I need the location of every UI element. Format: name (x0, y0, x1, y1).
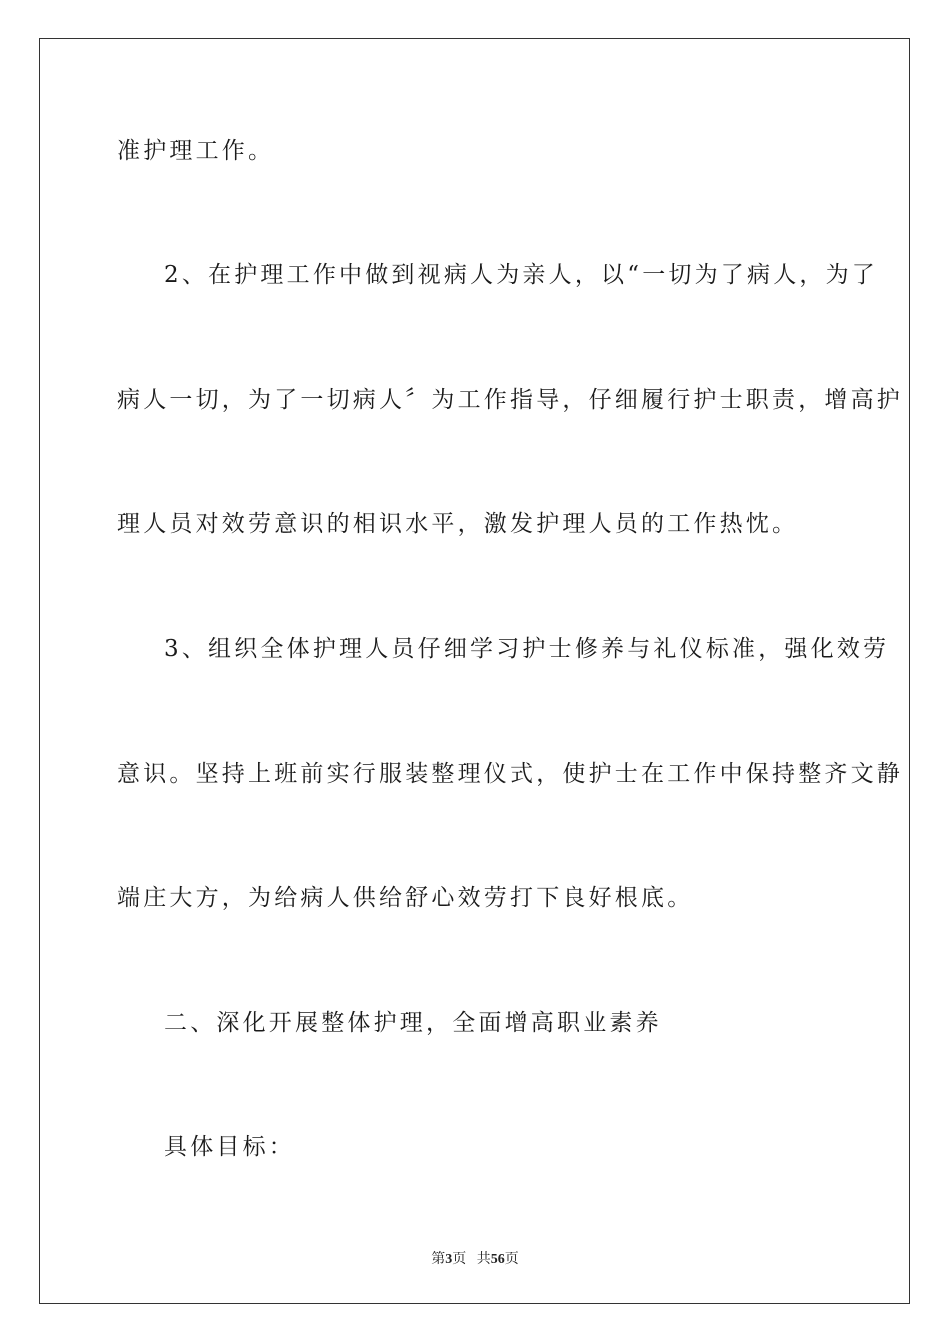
page-prefix: 第 (431, 1252, 446, 1267)
total-prefix: 共 (476, 1252, 491, 1267)
text-line-4: 理人员对效劳意识的相识水平，激发护理人员的工作热忱。 (117, 511, 799, 537)
text-line-2: 2、在护理工作中做到视病人为亲人，以“一切为了病人，为了 (164, 262, 878, 288)
total-suffix: 页 (504, 1252, 519, 1267)
page-number: 3 (445, 1252, 453, 1267)
section-heading: 二、深化开展整体护理，全面增高职业素养 (164, 1010, 662, 1036)
text-line-9: 具体目标： (164, 1134, 295, 1160)
text-line-3: 病人一切，为了一切病人〞为工作指导，仔细履行护士职责，增高护 (117, 387, 903, 413)
total-pages: 56 (490, 1252, 505, 1267)
page-frame (39, 38, 910, 1304)
page-footer (0, 1248, 950, 1268)
text-line-1: 准护理工作。 (117, 138, 275, 164)
page-suffix: 页 (452, 1252, 467, 1267)
text-line-7: 端庄大方，为给病人供给舒心效劳打下良好根底。 (117, 885, 694, 911)
text-line-6: 意识。坚持上班前实行服装整理仪式，使护士在工作中保持整齐文静 (117, 761, 903, 787)
text-line-5: 3、组织全体护理人员仔细学习护士修养与礼仪标准，强化效劳 (164, 636, 890, 662)
